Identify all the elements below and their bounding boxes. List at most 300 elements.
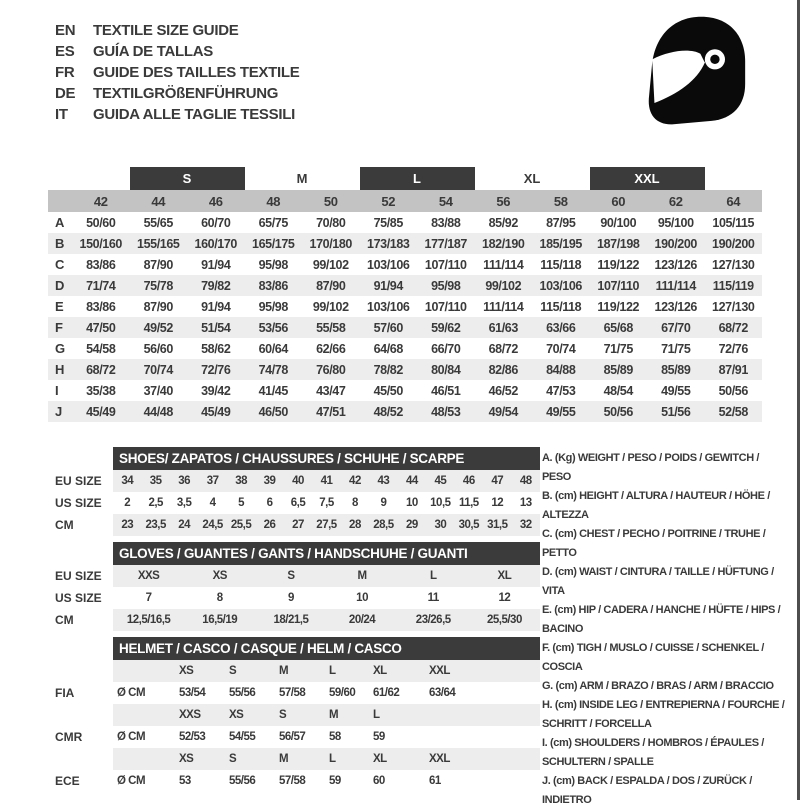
helmet-cell: M — [279, 753, 289, 765]
size-cell: 83/86 — [86, 299, 116, 314]
shoes-cell: 34 — [121, 475, 134, 487]
shoes-cell: 41 — [320, 475, 333, 487]
helmet-cell: 59/60 — [329, 687, 356, 699]
size-cell: 48/54 — [603, 383, 633, 398]
size-cell: 119/122 — [597, 299, 640, 314]
size-cell: 70/74 — [546, 341, 576, 356]
helmet-cell: 55/56 — [229, 687, 256, 699]
size-cell: 49/52 — [143, 320, 173, 335]
size-cell: 51/54 — [201, 320, 231, 335]
legend-item: D. (cm) WAIST / CINTURA / TAILLE / HÜFTUNG / VITA — [542, 566, 774, 597]
legend-item: G. (cm) ARM / BRAZO / BRAS / ARM / BRACCIO — [542, 680, 774, 692]
shoes-row-values — [113, 492, 540, 514]
helmet-cell: 59 — [329, 775, 341, 787]
size-cell: 95/100 — [657, 215, 694, 230]
shoes-cell: 46 — [462, 475, 475, 487]
helmet-cell: S — [229, 665, 237, 677]
helmet-row — [55, 770, 540, 792]
language-title: GUIDE DES TAILLES TEXTILE — [93, 64, 300, 81]
size-cell: 160/170 — [194, 236, 237, 251]
size-cell: 65/68 — [603, 320, 633, 335]
shoes-cell: 35 — [149, 475, 162, 487]
size-cell: 80/84 — [431, 362, 461, 377]
size-row-i — [48, 380, 762, 401]
size-cell: 99/102 — [485, 278, 522, 293]
helmet-size-table — [55, 637, 540, 792]
helmet-cell: S — [229, 753, 237, 765]
shoes-cell: 42 — [349, 475, 361, 487]
shoes-cell: 43 — [377, 475, 390, 487]
helmet-row-values — [113, 770, 540, 792]
size-column-header: 44 — [151, 193, 166, 209]
size-cell: 49/54 — [488, 404, 518, 419]
legend-item: B. (cm) HEIGHT / ALTURA / HAUTEUR / HÖHE / ALTEZZA — [542, 490, 770, 521]
shoes-cell: 29 — [405, 519, 418, 531]
helmet-row-values — [113, 660, 540, 682]
size-column-header: 54 — [438, 193, 453, 209]
size-columns-header-row — [48, 190, 762, 212]
size-cell: 68/72 — [488, 341, 518, 356]
shoes-cell: 8 — [352, 497, 358, 509]
language-row — [55, 41, 299, 62]
shoes-cell: 10,5 — [430, 497, 451, 509]
gloves-row-values — [113, 609, 540, 631]
size-cell: 123/126 — [654, 257, 697, 272]
size-cell: 107/110 — [424, 257, 467, 272]
size-cell: 47/51 — [316, 404, 346, 419]
size-column-header: 50 — [323, 193, 338, 209]
size-cell: 50/60 — [86, 215, 116, 230]
helmet-cell: 58 — [329, 731, 341, 743]
size-cell: 70/80 — [316, 215, 346, 230]
gloves-cell: 12 — [498, 592, 511, 604]
language-code: DE — [55, 85, 76, 102]
gloves-row-values — [113, 587, 540, 609]
shoes-cell: 30,5 — [458, 519, 480, 531]
helmet-row-label: ECE — [55, 774, 80, 788]
size-table-body — [48, 212, 762, 422]
shoes-cell: 7,5 — [319, 497, 334, 509]
size-cell: 107/110 — [424, 299, 467, 314]
shoes-size-table — [55, 447, 540, 536]
size-cell: 58/62 — [201, 341, 231, 356]
gloves-cell: S — [287, 570, 295, 582]
helmet-unit-cell: Ø CM — [117, 775, 146, 787]
shoes-row — [55, 492, 540, 514]
size-cell: 190/200 — [654, 236, 697, 251]
helmet-label-spacer — [55, 637, 113, 660]
size-cell: 75/85 — [373, 215, 403, 230]
size-cell: 115/118 — [540, 257, 582, 272]
gloves-cell: L — [429, 570, 437, 582]
size-cell: 48/53 — [431, 404, 461, 419]
row-label: E — [55, 299, 64, 314]
gloves-row — [55, 587, 540, 609]
helmet-cell: L — [329, 665, 336, 677]
shoes-cell: 2 — [124, 497, 131, 509]
size-cell: 95/98 — [431, 278, 461, 293]
language-code: IT — [55, 106, 68, 123]
helmet-cell: 54/55 — [229, 731, 256, 743]
gloves-row-label: CM — [55, 613, 74, 627]
row-label: B — [55, 236, 65, 251]
shoes-cell: 6,5 — [290, 497, 306, 509]
size-cell: 65/75 — [258, 215, 288, 230]
row-label: H — [55, 362, 65, 377]
size-row-e — [48, 296, 762, 317]
size-cell: 60/64 — [258, 341, 288, 356]
helmet-row-label: CMR — [55, 730, 83, 744]
shoes-cell: 24 — [178, 519, 191, 531]
shoes-cell: 37 — [206, 475, 219, 487]
gloves-title-row — [55, 542, 540, 565]
gloves-cell: 8 — [216, 592, 223, 604]
shoes-cell: 25,5 — [230, 519, 252, 531]
helmet-row — [55, 704, 540, 726]
size-cell: 87/90 — [143, 299, 173, 314]
language-title: TEXTILGRÖßENFÜHRUNG — [93, 85, 279, 102]
gloves-row — [55, 565, 540, 587]
language-row — [55, 62, 299, 83]
shoes-row-values — [113, 514, 540, 536]
helmet-cell: L — [373, 709, 380, 721]
shoes-cell: 13 — [519, 497, 532, 509]
helmet-row-label — [55, 704, 113, 726]
size-cell: 107/110 — [597, 278, 640, 293]
gloves-row — [55, 609, 540, 631]
legend-item: C. (cm) CHEST / PECHO / POITRINE / TRUHE / PETTO — [542, 528, 766, 559]
size-cell: 35/38 — [86, 383, 116, 398]
shoes-cell: 28 — [349, 519, 361, 531]
size-cell: 49/55 — [661, 383, 691, 398]
size-cell: 187/198 — [597, 236, 640, 251]
shoes-cell: 12 — [491, 497, 504, 509]
size-cell: 105/115 — [712, 215, 755, 230]
row-label: D — [55, 278, 65, 293]
size-cell: 62/66 — [316, 341, 346, 356]
legend-item: J. (cm) BACK / ESPALDA / DOS / ZURÜCK / INDIETRO — [542, 775, 752, 806]
size-cell: 177/187 — [424, 236, 467, 251]
size-row-a — [48, 212, 762, 233]
helmet-row-label — [55, 748, 113, 770]
helmet-cell: XXL — [429, 753, 450, 765]
legend-item: I. (cm) SHOULDERS / HOMBROS / ÉPAULES / SCHULTERN / SPALLE — [542, 737, 764, 768]
size-cell: 87/95 — [546, 215, 576, 230]
row-label: A — [55, 215, 65, 230]
size-cell: 119/122 — [597, 257, 640, 272]
lower-section — [55, 447, 789, 810]
size-cell: 103/106 — [539, 278, 582, 293]
size-column-header: 48 — [266, 193, 281, 209]
row-label: J — [55, 404, 63, 419]
shoes-cell: 28,5 — [373, 519, 394, 531]
helmet-unit-cell: Ø CM — [117, 687, 146, 699]
size-cell: 67/70 — [661, 320, 691, 335]
gloves-cell: 9 — [287, 592, 294, 604]
size-column-header: 52 — [381, 193, 396, 209]
gloves-cell: 10 — [356, 592, 368, 604]
size-group-tabs-row — [48, 167, 762, 190]
size-cell: 83/86 — [258, 278, 288, 293]
size-row-g — [48, 338, 762, 359]
gloves-cell: 11 — [427, 592, 439, 604]
legend-item: F. (cm) TIGH / MUSLO / CUISSE / SCHENKEL / COSCIA — [542, 642, 764, 673]
helmet-cell: 61 — [429, 775, 441, 787]
size-cell: 82/86 — [488, 362, 518, 377]
shoes-cell: 30 — [434, 519, 447, 531]
helmet-row-values — [113, 726, 540, 748]
lower-tables — [55, 447, 540, 798]
size-cell: 52/58 — [718, 404, 748, 419]
size-cell: 150/160 — [79, 236, 122, 251]
size-cell: 55/58 — [316, 320, 346, 335]
size-cell: 46/51 — [431, 383, 461, 398]
size-row-c — [48, 254, 762, 275]
size-group-tab-xl: XL — [523, 171, 541, 186]
size-cell: 53/56 — [258, 320, 288, 335]
size-cell: 95/98 — [258, 257, 288, 272]
gloves-cell: 16,5/19 — [202, 614, 238, 626]
helmet-row-label: FIA — [55, 686, 75, 700]
helmet-cell: 63/64 — [429, 687, 456, 699]
helmet-cell: 57/58 — [279, 687, 306, 699]
size-cell: 66/70 — [431, 341, 461, 356]
size-cell: 68/72 — [86, 362, 116, 377]
size-cell: 46/50 — [258, 404, 288, 419]
size-cell: 71/75 — [603, 341, 633, 356]
size-cell: 54/58 — [86, 341, 116, 356]
shoes-cell: 3,5 — [176, 497, 192, 509]
language-row — [55, 104, 299, 125]
size-cell: 87/90 — [143, 257, 173, 272]
helmet-cell: XS — [179, 753, 194, 765]
size-cell: 78/82 — [373, 362, 403, 377]
helmet-cell: 59 — [373, 731, 385, 743]
row-label: F — [55, 320, 63, 335]
shoes-row-label: CM — [55, 518, 74, 532]
language-title: GUÍA DE TALLAS — [93, 43, 213, 60]
textile-size-table — [48, 167, 762, 422]
size-cell: 115/119 — [712, 278, 754, 293]
helmet-cell: M — [329, 709, 339, 721]
helmet-cell: 56/57 — [279, 731, 306, 743]
size-cell: 115/118 — [540, 299, 582, 314]
gloves-cell: 7 — [145, 592, 152, 604]
size-cell: 48/52 — [373, 404, 403, 419]
size-cell: 91/94 — [373, 278, 403, 293]
size-cell: 165/175 — [252, 236, 295, 251]
size-column-header: 62 — [668, 193, 683, 209]
size-row-h — [48, 359, 762, 380]
size-cell: 39/42 — [201, 383, 231, 398]
helmet-cell: L — [329, 753, 336, 765]
size-cell: 47/50 — [86, 320, 116, 335]
shoes-cell: 26 — [263, 519, 276, 531]
gloves-cell: 20/24 — [348, 614, 376, 626]
size-group-tab-xxl: XXL — [590, 167, 705, 190]
size-cell: 185/195 — [539, 236, 582, 251]
size-cell: 70/74 — [143, 362, 173, 377]
helmet-row — [55, 682, 540, 704]
size-cell: 61/63 — [488, 320, 518, 335]
size-cell: 87/91 — [718, 362, 748, 377]
size-cell: 111/114 — [655, 278, 696, 293]
shoes-title-row — [55, 447, 540, 470]
gloves-title: GLOVES / GUANTES / GANTS / HANDSCHUHE / GUANTI — [113, 542, 540, 565]
size-cell: 79/82 — [201, 278, 231, 293]
shoes-cell: 4 — [209, 497, 216, 509]
shoes-row-values — [113, 470, 540, 492]
size-column-header: 42 — [93, 193, 108, 209]
shoes-row-label: US SIZE — [55, 496, 102, 510]
shoes-cell: 9 — [380, 497, 387, 509]
size-cell: 57/60 — [373, 320, 403, 335]
shoes-cell: 32 — [519, 519, 532, 531]
gloves-cell: 18/21,5 — [273, 614, 309, 626]
size-column-header: 58 — [553, 193, 568, 209]
size-cell: 56/60 — [143, 341, 173, 356]
helmet-title-row — [55, 637, 540, 660]
helmet-cell: 52/53 — [179, 731, 206, 743]
shoes-cell: 5 — [238, 497, 245, 509]
helmet-cell: 53 — [179, 775, 191, 787]
gloves-cell: 23/26,5 — [415, 614, 451, 626]
size-cell: 85/89 — [661, 362, 691, 377]
size-cell: 44/48 — [143, 404, 173, 419]
helmet-row — [55, 660, 540, 682]
shoes-cell: 39 — [263, 475, 276, 487]
shoes-cell: 36 — [178, 475, 191, 487]
helmet-row — [55, 748, 540, 770]
size-column-header: 46 — [208, 193, 223, 209]
size-cell: 127/130 — [712, 257, 755, 272]
helmet-cell: XXL — [429, 665, 450, 677]
shoes-cell: 38 — [235, 475, 247, 487]
helmet-cell: XXS — [179, 709, 201, 721]
size-cell: 170/180 — [309, 236, 352, 251]
size-group-tab-m: M — [296, 171, 308, 186]
helmet-row-values — [113, 704, 540, 726]
size-cell: 45/49 — [201, 404, 231, 419]
gloves-cell: M — [357, 570, 367, 582]
helmet-cell: XS — [179, 665, 194, 677]
helmet-row-label — [55, 660, 113, 682]
shoes-row — [55, 470, 540, 492]
size-cell: 49/55 — [546, 404, 576, 419]
helmet-cell: 57/58 — [279, 775, 306, 787]
size-cell: 59/62 — [431, 320, 461, 335]
size-row-j — [48, 401, 762, 422]
gloves-cell: 25,5/30 — [486, 614, 522, 626]
shoes-cell: 45 — [434, 475, 447, 487]
size-cell: 37/40 — [143, 383, 173, 398]
shoes-cell: 48 — [519, 475, 532, 487]
shoes-cell: 6 — [266, 497, 273, 509]
gloves-cell: XS — [212, 570, 227, 582]
helmet-icon — [641, 12, 753, 138]
shoes-cell: 40 — [292, 475, 304, 487]
size-cell: 182/190 — [482, 236, 525, 251]
size-cell: 99/102 — [312, 257, 349, 272]
size-cell: 50/56 — [718, 383, 748, 398]
shoes-cell: 27 — [292, 519, 304, 531]
shoes-row — [55, 514, 540, 536]
shoes-cell: 24,5 — [202, 519, 223, 531]
legend-item: H. (cm) INSIDE LEG / ENTREPIERNA / FOURCHE / SCHRITT / FORCELLA — [542, 699, 785, 730]
shoes-cell: 47 — [491, 475, 504, 487]
size-cell: 84/88 — [546, 362, 576, 377]
size-cell: 91/94 — [201, 299, 231, 314]
size-cell: 85/89 — [603, 362, 633, 377]
helmet-cell: XL — [373, 753, 387, 765]
helmet-cell: 55/56 — [229, 775, 256, 787]
gloves-cell: XL — [497, 570, 512, 582]
size-cell: 60/70 — [201, 215, 231, 230]
language-code: ES — [55, 43, 75, 60]
helmet-title: HELMET / CASCO / CASQUE / HELM / CASCO — [113, 637, 540, 660]
size-cell: 111/114 — [483, 257, 524, 272]
language-title-list — [55, 20, 299, 125]
shoes-cell: 23,5 — [145, 519, 166, 531]
size-cell: 85/92 — [488, 215, 518, 230]
size-column-header: 56 — [496, 193, 511, 209]
legend-item: A. (Kg) WEIGHT / PESO / POIDS / GEWITCH / PESO — [542, 452, 760, 483]
shoes-cell: 10 — [405, 497, 418, 509]
shoes-cell: 44 — [405, 475, 418, 487]
shoes-cell: 23 — [121, 519, 134, 531]
size-cell: 173/183 — [367, 236, 410, 251]
helmet-cell: 61/62 — [373, 687, 400, 699]
gloves-size-table — [55, 542, 540, 631]
size-row-d — [48, 275, 762, 296]
size-cell: 63/66 — [546, 320, 576, 335]
row-label: I — [55, 383, 59, 398]
size-column-header: 64 — [726, 193, 741, 209]
language-title: GUIDA ALLE TAGLIE TESSILI — [93, 106, 295, 123]
size-cell: 123/126 — [654, 299, 697, 314]
size-cell: 103/106 — [367, 257, 410, 272]
size-cell: 83/88 — [431, 215, 461, 230]
size-row-f — [48, 317, 762, 338]
size-column-header: 60 — [611, 193, 626, 209]
size-cell: 155/165 — [137, 236, 180, 251]
helmet-cell: XS — [229, 709, 244, 721]
size-cell: 83/86 — [86, 257, 116, 272]
size-cell: 103/106 — [367, 299, 410, 314]
gloves-cell: 12,5/16,5 — [126, 614, 171, 626]
size-cell: 74/78 — [258, 362, 288, 377]
helmet-row — [55, 726, 540, 748]
helmet-unit-cell: Ø CM — [117, 731, 146, 743]
size-cell: 41/45 — [258, 383, 288, 398]
shoes-label-spacer — [55, 447, 113, 470]
shoes-cell: 27,5 — [316, 519, 337, 531]
language-code: FR — [55, 64, 75, 81]
shoes-cell: 2,5 — [148, 497, 163, 509]
gloves-row-label: EU SIZE — [55, 569, 102, 583]
helmet-cell: 53/54 — [179, 687, 206, 699]
helmet-row-values — [113, 682, 540, 704]
size-cell: 111/114 — [483, 299, 524, 314]
gloves-label-spacer — [55, 542, 113, 565]
legend-item: E. (cm) HIP / CADERA / HANCHE / HÜFTE / HIPS / BACINO — [542, 604, 781, 635]
row-label: C — [55, 257, 65, 272]
shoes-cell: 31,5 — [487, 519, 508, 531]
size-cell: 75/78 — [143, 278, 173, 293]
shoes-cell: 11,5 — [458, 497, 479, 509]
row-label: G — [55, 341, 66, 356]
size-cell: 71/74 — [86, 278, 116, 293]
